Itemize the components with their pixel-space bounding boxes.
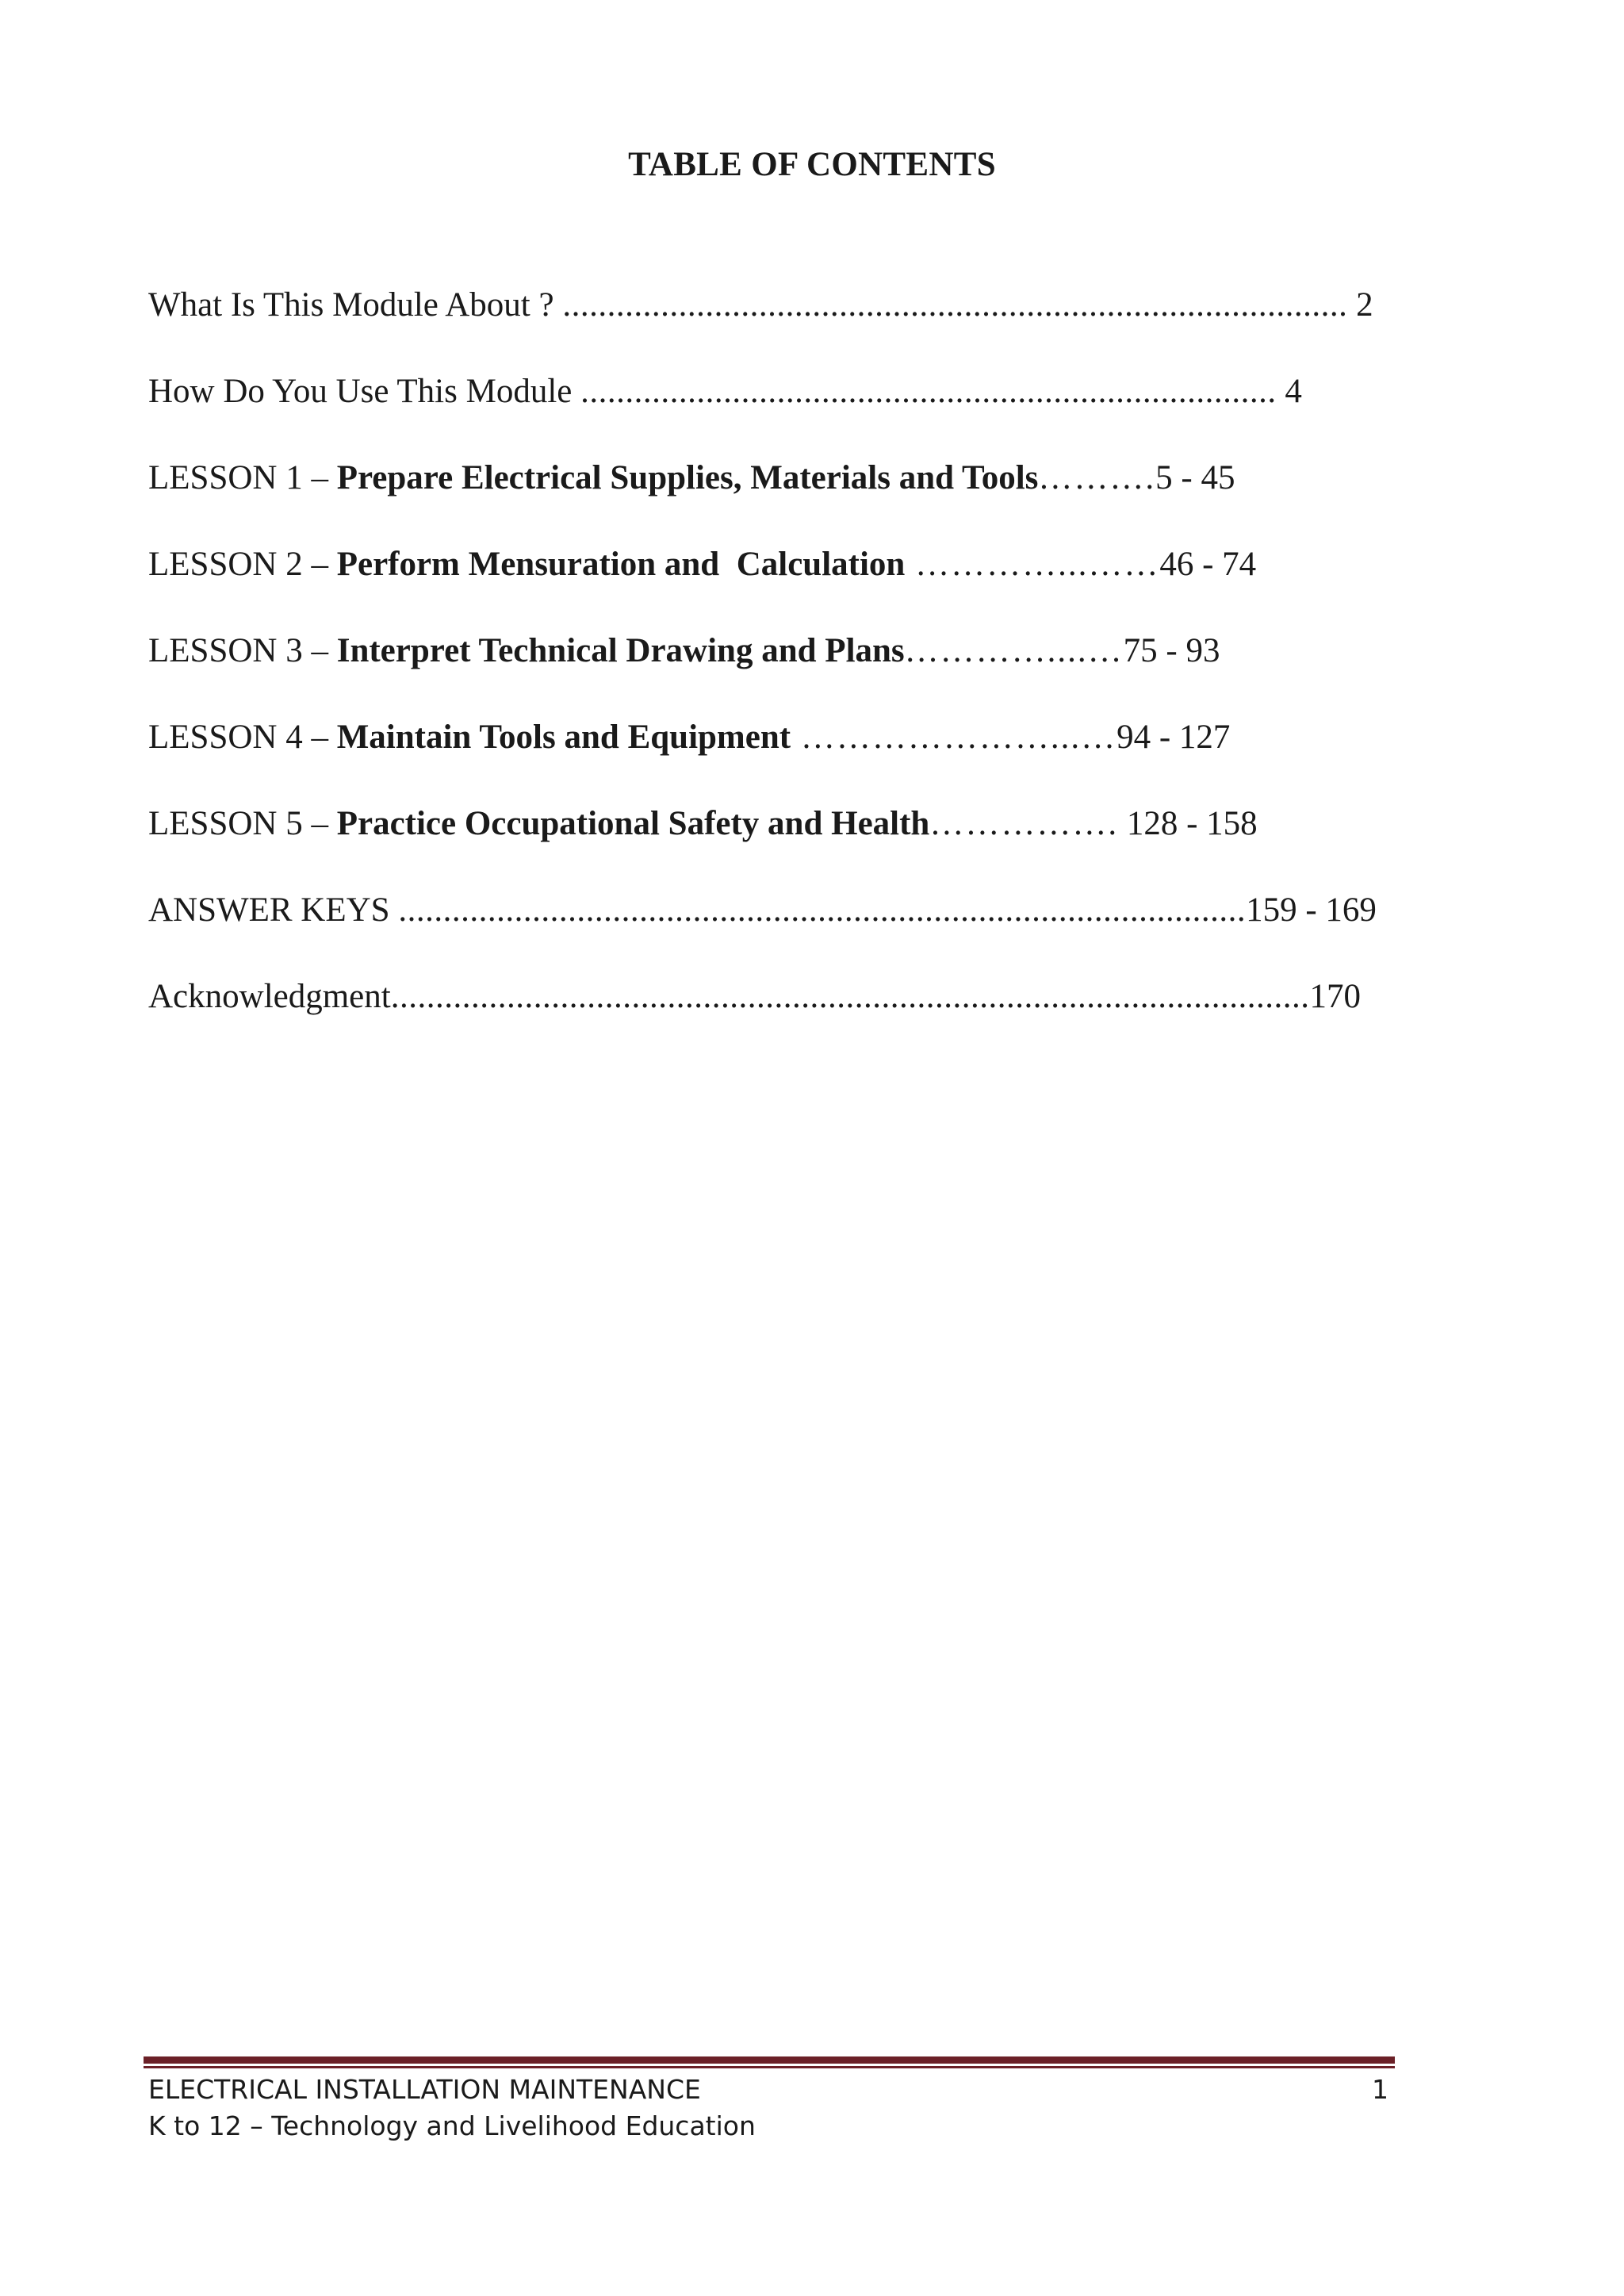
footer-course-title: ELECTRICAL INSTALLATION MAINTENANCE xyxy=(148,2074,701,2105)
toc-entry-title: Prepare Electrical Supplies, Materials and Tools xyxy=(336,459,1039,496)
toc-leader-dots: ....................................................................................................... xyxy=(390,978,1310,1015)
toc-leader-dots: …………...…… xyxy=(905,546,1160,583)
toc-leader-dots: ……………. xyxy=(929,805,1119,842)
toc-page-number: 5 - 45 xyxy=(1155,459,1235,496)
toc-entry-label: Acknowledgment xyxy=(148,978,391,1015)
toc-leader-dots: …………....… xyxy=(904,632,1124,669)
toc-page-number: 75 - 93 xyxy=(1123,632,1220,669)
toc-leader-dots: .............................................................................. xyxy=(580,373,1277,410)
toc-leader-dots: ........................................................................................ xyxy=(562,286,1348,324)
footer-divider xyxy=(144,2056,1395,2068)
toc-entry-lesson-3[interactable] xyxy=(148,627,1385,714)
toc-page-number: 4 xyxy=(1276,373,1302,410)
toc-page-number: 159 - 169 xyxy=(1246,891,1377,929)
toc-entry-label: LESSON 4 – xyxy=(148,719,337,756)
toc-entry-answer-keys[interactable] xyxy=(148,887,1385,973)
toc-entry-label: LESSON 5 – xyxy=(148,805,337,842)
toc-entry-title: Practice Occupational Safety and Health xyxy=(336,805,930,842)
toc-entry-label: How Do You Use This Module xyxy=(148,373,581,410)
footer-divider-thin xyxy=(144,2066,1395,2068)
page-footer xyxy=(148,2072,1392,2145)
toc-entry-how-to-use[interactable] xyxy=(148,368,1385,454)
toc-entry-lesson-4[interactable] xyxy=(148,714,1385,800)
toc-entry-label: ANSWER KEYS xyxy=(148,891,399,929)
toc-entry-label: LESSON 2 – xyxy=(148,546,337,583)
footer-page-number: 1 xyxy=(1372,2074,1388,2105)
page-title: TABLE OF CONTENTS xyxy=(628,146,996,183)
toc-entry-module-about[interactable] xyxy=(148,282,1385,368)
table-of-contents xyxy=(148,282,1385,1060)
toc-leader-dots: ………. xyxy=(1038,459,1156,496)
toc-entry-title: Maintain Tools and Equipment xyxy=(336,719,791,756)
toc-page-number: 2 xyxy=(1347,286,1373,324)
footer-program-name: K to 12 – Technology and Livelihood Education xyxy=(148,2110,756,2141)
toc-entry-label: LESSON 1 – xyxy=(148,459,337,496)
toc-entry-acknowledgment[interactable] xyxy=(148,973,1385,1060)
toc-entry-label: LESSON 3 – xyxy=(148,632,337,669)
toc-entry-title: Interpret Technical Drawing and Plans xyxy=(336,632,905,669)
toc-page-number: 46 - 74 xyxy=(1159,546,1257,583)
toc-entry-lesson-2[interactable] xyxy=(148,541,1385,627)
toc-page-number: 170 xyxy=(1309,978,1361,1015)
toc-entry-lesson-5[interactable] xyxy=(148,800,1385,887)
toc-page-number: 94 - 127 xyxy=(1116,719,1231,756)
toc-page-number: 128 - 158 xyxy=(1118,805,1258,842)
toc-leader-dots: ............................................................................................... xyxy=(398,891,1247,929)
toc-entry-lesson-1[interactable] xyxy=(148,454,1385,541)
toc-entry-label: What Is This Module About ? xyxy=(148,286,563,324)
toc-entry-title: Perform Mensuration and Calculation xyxy=(336,546,906,583)
toc-leader-dots: …………………...… xyxy=(791,719,1117,756)
footer-divider-thick xyxy=(144,2056,1395,2064)
